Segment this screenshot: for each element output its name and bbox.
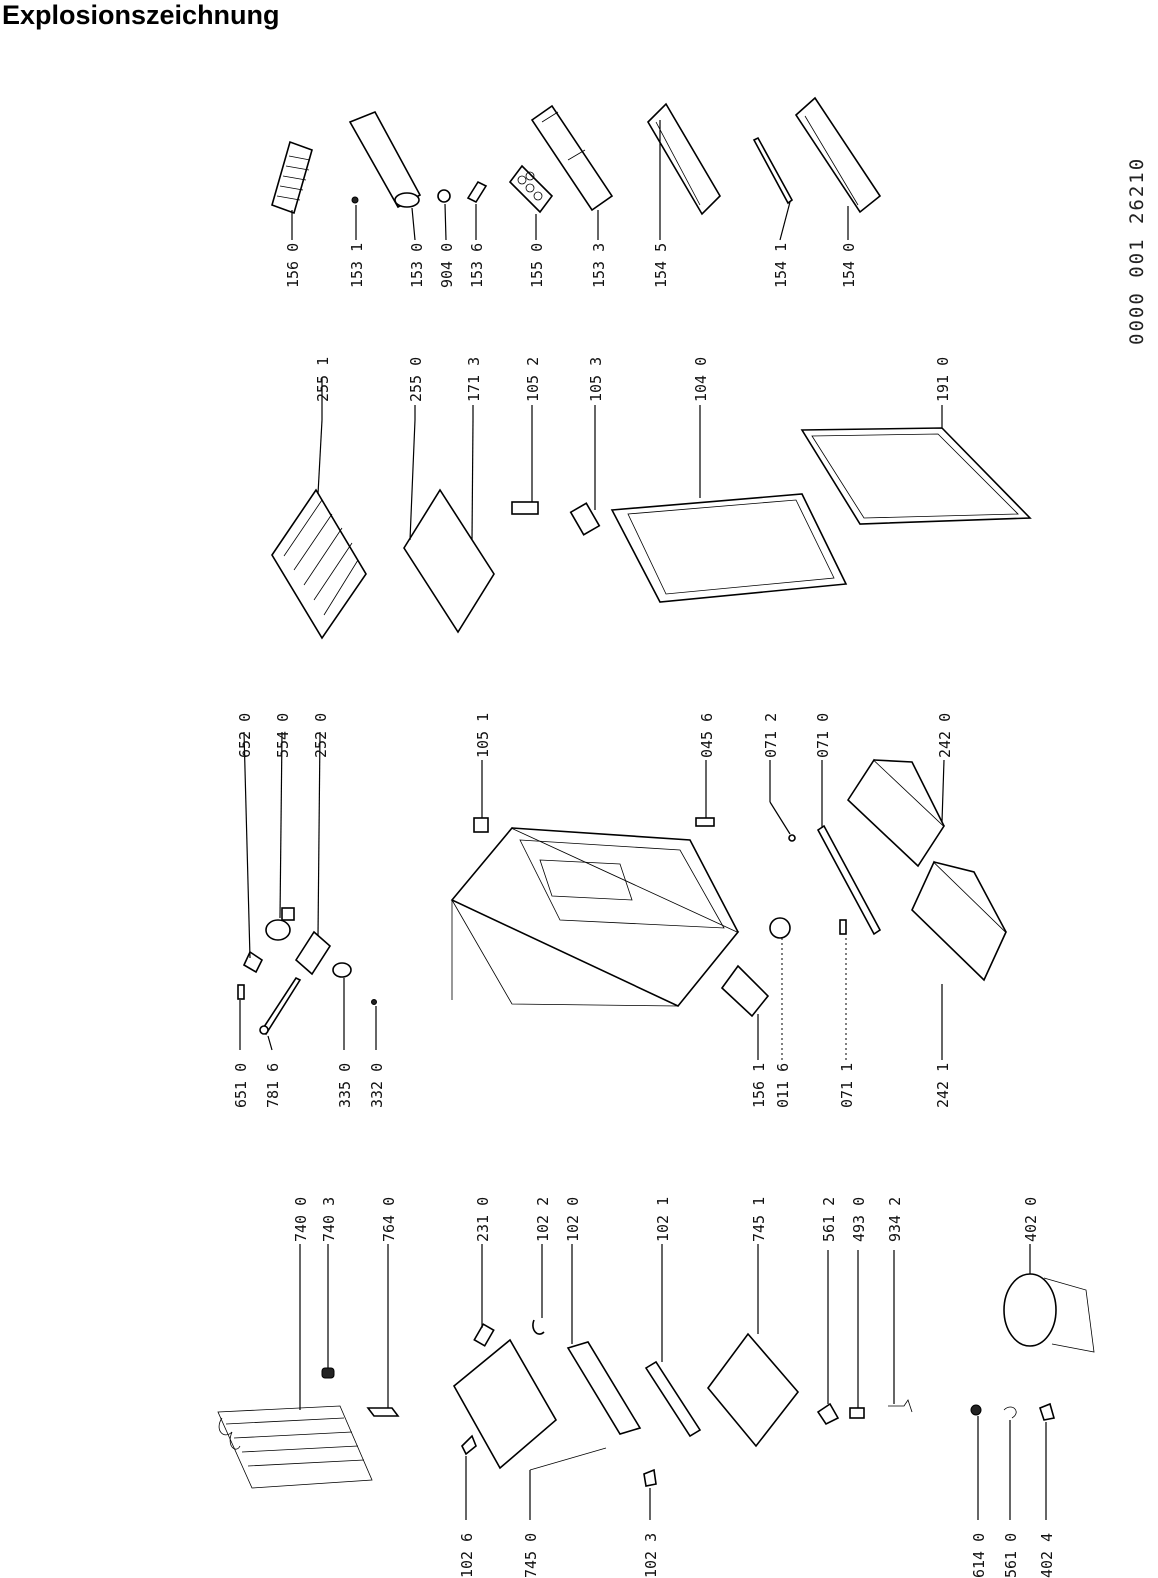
- part-number-label: 071 0: [814, 712, 832, 758]
- part-number-label: 242 0: [936, 712, 954, 758]
- part-153-0: [350, 112, 420, 207]
- part-cabinet: [452, 828, 738, 1006]
- part-740-3: [322, 1368, 334, 1378]
- part-number-label: 255 1: [314, 356, 332, 402]
- part-764-0: [368, 1408, 398, 1416]
- part-number-label: 651 0: [232, 1062, 250, 1108]
- part-242-1: [912, 862, 1006, 980]
- part-651-0: [238, 985, 244, 999]
- part-071-1: [840, 920, 846, 934]
- part-156-0: [272, 142, 312, 213]
- part-number-label: 332 0: [368, 1062, 386, 1108]
- part-number-label: 011 6: [774, 1062, 792, 1108]
- part-number-label: 561 2: [820, 1196, 838, 1242]
- part-number-label: 045 6: [698, 712, 716, 758]
- part-154-1: [754, 138, 792, 203]
- part-number-label: 153 6: [468, 242, 486, 288]
- page-title: Explosionszeichnung: [2, 0, 280, 30]
- part-number-label: 252 0: [312, 712, 330, 758]
- part-number-label: 102 6: [458, 1532, 476, 1578]
- part-191-0: [802, 428, 1030, 524]
- part-number-label: 554 0: [274, 712, 292, 758]
- part-number-label: 153 3: [590, 242, 608, 288]
- part-number-label: 153 1: [348, 242, 366, 288]
- part-011-6: [770, 918, 790, 938]
- part-number-label: 105 3: [587, 356, 605, 402]
- part-153-6: [468, 182, 486, 202]
- part-740-0: [218, 1406, 372, 1488]
- part-102-0: [568, 1342, 640, 1434]
- part-number-label: 561 0: [1002, 1532, 1020, 1578]
- part-number-label: 402 4: [1038, 1532, 1056, 1578]
- part-155-0: [510, 166, 552, 212]
- part-335-0: [333, 963, 351, 977]
- document-number: 0000 001 26210: [1126, 156, 1148, 345]
- part-number-label: 745 1: [750, 1196, 768, 1242]
- part-332-0: [372, 1000, 377, 1005]
- part-652-0: [244, 952, 262, 972]
- part-156-1: [722, 966, 768, 1016]
- part-071-0: [818, 826, 880, 934]
- part-number-label: 102 0: [564, 1196, 582, 1242]
- part-number-label: 255 0: [407, 356, 425, 402]
- part-934-2: [888, 1400, 912, 1412]
- part-045-6: [696, 818, 714, 826]
- part-number-label: 934 2: [886, 1196, 904, 1242]
- part-number-label: 105 2: [524, 356, 542, 402]
- part-number-label: 745 0: [522, 1532, 540, 1578]
- part-781-6: [262, 978, 300, 1034]
- part-number-label: 904 0: [438, 242, 456, 288]
- part-number-label: 153 0: [408, 242, 426, 288]
- part-255-1: [272, 490, 366, 638]
- part-252-0: [296, 932, 330, 974]
- part-number-label: 156 1: [750, 1062, 768, 1108]
- part-561-2: [818, 1404, 838, 1424]
- part-104-0: [612, 494, 846, 602]
- part-number-label: 335 0: [336, 1062, 354, 1108]
- part-number-label: 155 0: [528, 242, 546, 288]
- part-number-label: 105 1: [474, 712, 492, 758]
- part-904-0: [438, 190, 450, 202]
- part-number-label: 242 1: [934, 1062, 952, 1108]
- part-561-0: [1004, 1407, 1016, 1418]
- part-745-1: [708, 1334, 798, 1446]
- part-242-0: [848, 760, 944, 866]
- part-614-0: [971, 1405, 981, 1415]
- part-number-label: 171 3: [465, 356, 483, 402]
- part-number-label: 652 0: [236, 712, 254, 758]
- part-number-label: 102 3: [642, 1532, 660, 1578]
- part-number-label: 614 0: [970, 1532, 988, 1578]
- part-number-label: 102 1: [654, 1196, 672, 1242]
- part-number-label: 102 2: [534, 1196, 552, 1242]
- part-number-label: 764 0: [380, 1196, 398, 1242]
- part-number-label: 071 1: [838, 1062, 856, 1108]
- part-231-0: [474, 1324, 493, 1346]
- part-071-2: [789, 835, 795, 841]
- part-493-0: [850, 1408, 864, 1418]
- part-105-2: [512, 502, 538, 514]
- part-105-1: [474, 818, 488, 832]
- part-number-label: 154 0: [840, 242, 858, 288]
- part-number-label: 191 0: [934, 356, 952, 402]
- part-number-label: 231 0: [474, 1196, 492, 1242]
- part-154-0: [796, 98, 880, 212]
- part-number-label: 493 0: [850, 1196, 868, 1242]
- part-number-label: 154 1: [772, 242, 790, 288]
- part-402-4: [1040, 1404, 1054, 1420]
- part-number-label: 104 0: [692, 356, 710, 402]
- part-102-3: [644, 1470, 656, 1486]
- part-number-label: 154 5: [652, 242, 670, 288]
- part-154-5: [648, 104, 720, 214]
- part-255-0: [404, 490, 494, 632]
- part-number-label: 156 0: [284, 242, 302, 288]
- part-number-label: 071 2: [762, 712, 780, 758]
- part-102-2: [533, 1320, 544, 1334]
- part-102-1: [646, 1362, 700, 1436]
- part-number-label: 781 6: [264, 1062, 282, 1108]
- part-number-label: 402 0: [1022, 1196, 1040, 1242]
- part-102-6: [462, 1436, 476, 1454]
- part-402-0: [1004, 1274, 1094, 1352]
- part-number-label: 740 3: [320, 1196, 338, 1242]
- part-number-label: 740 0: [292, 1196, 310, 1242]
